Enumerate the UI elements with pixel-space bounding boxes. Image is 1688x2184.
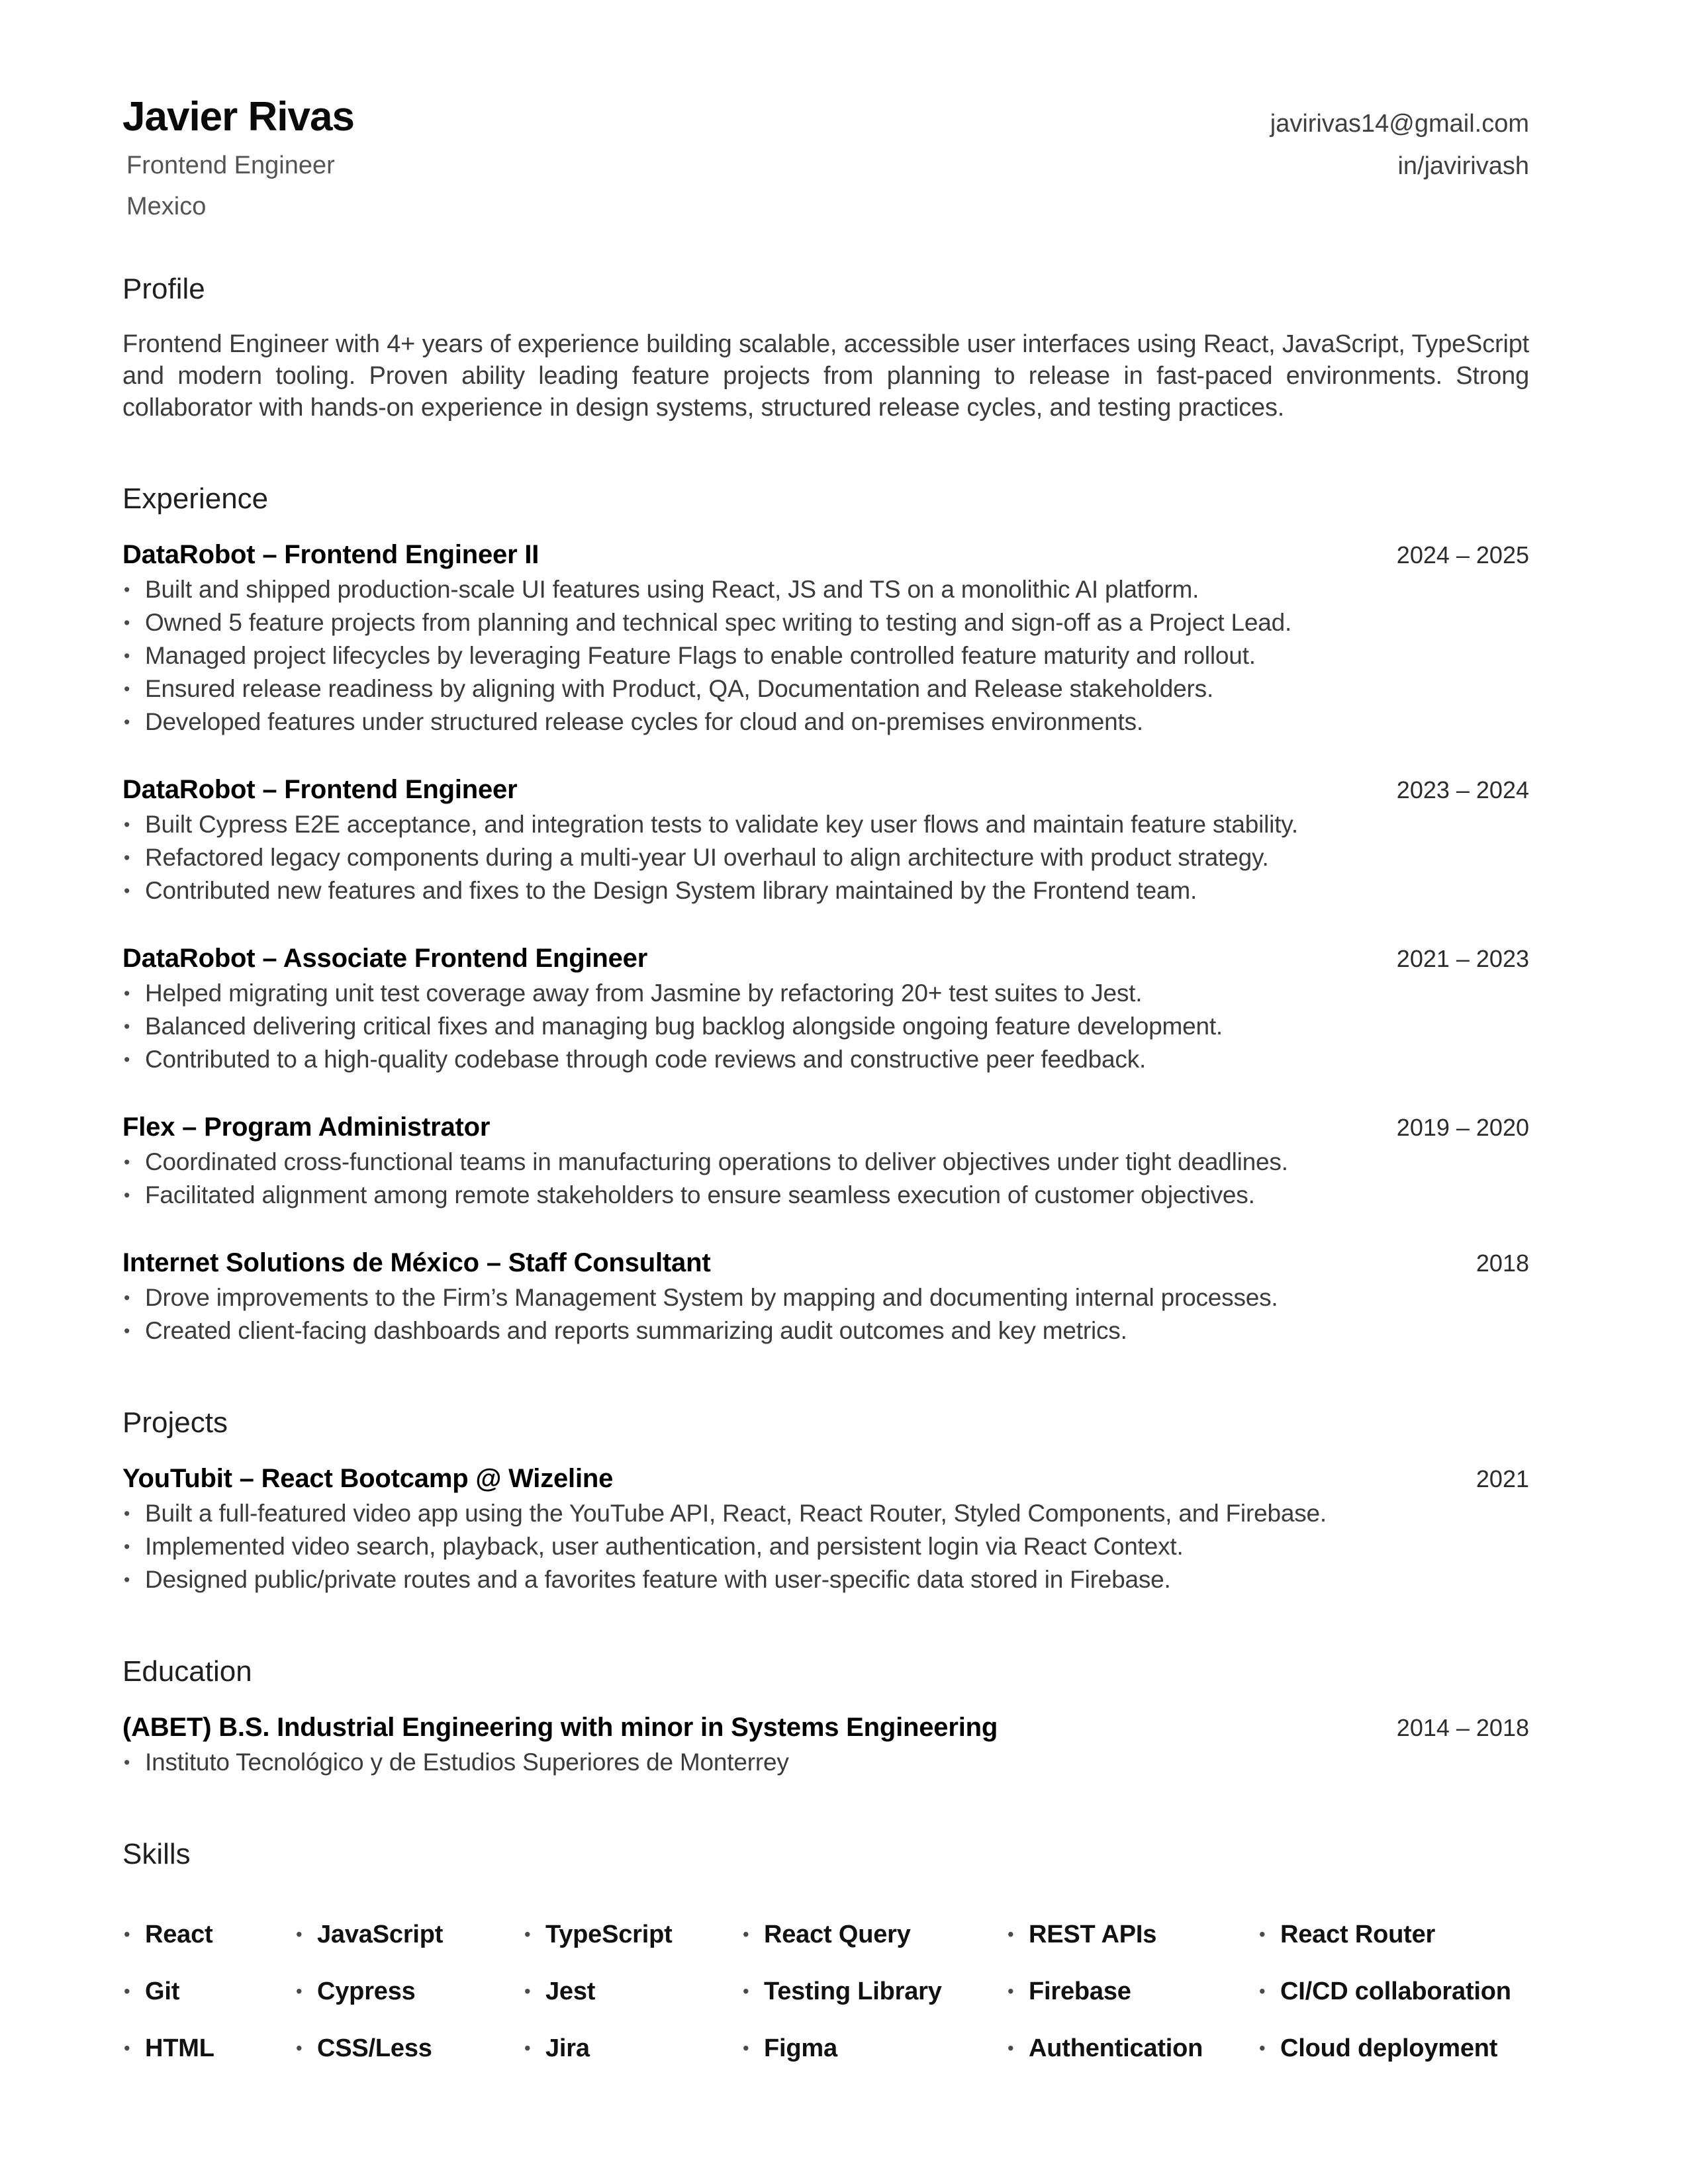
section-skills <box>122 1837 1529 2064</box>
person-name: Javier Rivas <box>122 94 354 140</box>
bullet-item: • Designed public/private routes and a favorites feature with user-specific data stored in Firebase. <box>122 1563 1529 1596</box>
bullet-icon: • <box>524 2038 531 2059</box>
skill-item <box>122 2033 295 2064</box>
experience-entry <box>122 538 1529 739</box>
project-entry <box>122 1462 1529 1596</box>
bullet-list <box>122 1746 1529 1779</box>
entry-title: DataRobot – Frontend Engineer <box>122 775 518 805</box>
experience-entry <box>122 773 1529 907</box>
bullet-item: • Contributed to a high-quality codebase through code reviews and constructive peer feedback. <box>122 1043 1529 1076</box>
projects-heading: Projects <box>122 1406 228 1439</box>
resume-header <box>122 94 1529 222</box>
bullet-item: • Contributed new features and fixes to the Design System library maintained by the Frontend team. <box>122 874 1529 907</box>
skill-item <box>741 1976 1006 2007</box>
person-job-title: Frontend Engineer <box>126 152 335 180</box>
skill-label: Git <box>145 1978 180 2006</box>
education-heading: Education <box>122 1655 252 1688</box>
skill-item <box>122 1976 295 2007</box>
bullet-icon: • <box>124 1981 130 2002</box>
entry-title: (ABET) B.S. Industrial Engineering with minor in Systems Engineering <box>122 1712 998 1742</box>
skill-item <box>1258 1976 1529 2007</box>
skill-label: Testing Library <box>764 1978 942 2006</box>
person-location: Mexico <box>126 192 207 220</box>
bullet-icon: • <box>524 1981 531 2002</box>
skill-label: Jira <box>545 2034 590 2063</box>
bullet-list <box>122 1281 1529 1347</box>
bullet-item: • Built a full-featured video app using the YouTube API, React, React Router, Styled Components, and Firebase. <box>122 1497 1529 1530</box>
skill-label: React <box>145 1921 213 1949</box>
skill-label: Cypress <box>317 1978 416 2006</box>
bullet-item: • Developed features under structured release cycles for cloud and on-premises environments. <box>122 705 1529 739</box>
skill-item <box>1006 1919 1258 1950</box>
skill-label: REST APIs <box>1029 1921 1157 1949</box>
skill-item <box>295 2033 523 2064</box>
bullet-list <box>122 573 1529 739</box>
header-contact <box>1270 94 1529 222</box>
entry-head <box>122 1246 1529 1280</box>
bullet-item: • Created client-facing dashboards and reports summarizing audit outcomes and key metrics. <box>122 1314 1529 1347</box>
skill-item <box>1006 1976 1258 2007</box>
bullet-icon: • <box>1259 1981 1266 2002</box>
entry-date: 2021 <box>1476 1465 1529 1492</box>
skill-item <box>741 1919 1006 1950</box>
experience-entry <box>122 1111 1529 1212</box>
bullet-item: • Ensured release readiness by aligning with Product, QA, Documentation and Release stakeholders. <box>122 672 1529 705</box>
bullet-item: • Instituto Tecnológico y de Estudios Superiores de Monterrey <box>122 1746 1529 1779</box>
bullet-item: • Coordinated cross-functional teams in manufacturing operations to deliver objectives under tight deadlines. <box>122 1146 1529 1179</box>
entry-title: DataRobot – Associate Frontend Engineer <box>122 944 648 974</box>
bullet-item: • Built Cypress E2E acceptance, and integration tests to validate key user flows and maintain feature stability. <box>122 808 1529 841</box>
skills-grid <box>122 1919 1529 2064</box>
section-profile <box>122 272 1529 424</box>
skill-item <box>122 1919 295 1950</box>
entry-date: 2024 – 2025 <box>1396 541 1529 569</box>
bullet-item: • Balanced delivering critical fixes and managing bug backlog alongside ongoing feature development. <box>122 1010 1529 1043</box>
bullet-icon: • <box>743 2038 749 2059</box>
bullet-item: • Owned 5 feature projects from planning and technical spec writing to testing and sign-off as a Project Lead. <box>122 606 1529 639</box>
bullet-item: • Helped migrating unit test coverage away from Jasmine by refactoring 20+ test suites to Jest. <box>122 977 1529 1010</box>
section-projects <box>122 1406 1529 1596</box>
education-entries <box>122 1711 1529 1779</box>
bullet-icon: • <box>296 1924 303 1945</box>
bullet-icon: • <box>743 1924 749 1945</box>
skill-label: TypeScript <box>545 1921 673 1949</box>
bullet-list <box>122 1146 1529 1212</box>
linkedin-link[interactable]: in/javirivash <box>1397 152 1529 180</box>
entry-date: 2023 – 2024 <box>1396 776 1529 804</box>
skill-label: React Query <box>764 1921 911 1949</box>
skill-item <box>523 1919 741 1950</box>
bullet-list <box>122 1497 1529 1596</box>
bullet-item: • Managed project lifecycles by leveraging Feature Flags to enable controlled feature maturity and rollout. <box>122 639 1529 672</box>
skill-label: HTML <box>145 2034 214 2063</box>
bullet-icon: • <box>1008 1924 1014 1945</box>
bullet-icon: • <box>296 1981 303 2002</box>
skill-label: Jest <box>545 1978 596 2006</box>
entry-title: YouTubit – React Bootcamp @ Wizeline <box>122 1463 614 1493</box>
skills-heading: Skills <box>122 1837 191 1870</box>
bullet-icon: • <box>1259 1924 1266 1945</box>
bullet-icon: • <box>1008 2038 1014 2059</box>
skill-item <box>295 1919 523 1950</box>
entry-head <box>122 1111 1529 1144</box>
entry-date: 2019 – 2020 <box>1396 1114 1529 1142</box>
experience-entry <box>122 1246 1529 1347</box>
entry-date: 2021 – 2023 <box>1396 945 1529 973</box>
skill-item <box>1258 1919 1529 1950</box>
bullet-icon: • <box>524 1924 531 1945</box>
skill-item <box>741 2033 1006 2064</box>
experience-entry <box>122 942 1529 1076</box>
entry-title: Flex – Program Administrator <box>122 1113 491 1142</box>
skill-label: Firebase <box>1029 1978 1131 2006</box>
skill-label: CI/CD collaboration <box>1280 1978 1511 2006</box>
skill-item <box>1006 2033 1258 2064</box>
experience-heading: Experience <box>122 482 269 516</box>
skill-label: Authentication <box>1029 2034 1203 2063</box>
entry-head <box>122 773 1529 807</box>
section-experience <box>122 482 1529 1347</box>
bullet-icon: • <box>296 2038 303 2059</box>
entry-date: 2014 – 2018 <box>1396 1713 1529 1741</box>
entry-head <box>122 538 1529 572</box>
bullet-icon: • <box>743 1981 749 2002</box>
bullet-list <box>122 808 1529 907</box>
entry-date: 2018 <box>1476 1250 1529 1277</box>
skill-label: Cloud deployment <box>1280 2034 1498 2063</box>
experience-entries <box>122 538 1529 1347</box>
bullet-item: • Implemented video search, playback, user authentication, and persistent login via React Context. <box>122 1530 1529 1563</box>
skill-item <box>523 2033 741 2064</box>
bullet-icon: • <box>124 2038 130 2059</box>
project-entries <box>122 1462 1529 1596</box>
email-link[interactable]: javirivas14@gmail.com <box>1270 110 1529 138</box>
bullet-icon: • <box>124 1924 130 1945</box>
skill-label: JavaScript <box>317 1921 444 1949</box>
section-education <box>122 1655 1529 1779</box>
bullet-item: • Facilitated alignment among remote stakeholders to ensure seamless execution of customer objectives. <box>122 1179 1529 1212</box>
skill-label: Figma <box>764 2034 837 2063</box>
skill-label: CSS/Less <box>317 2034 432 2063</box>
skill-label: React Router <box>1280 1921 1436 1949</box>
profile-summary: Frontend Engineer with 4+ years of experience building scalable, accessible user interfaces using React, JavaScript, TypeScript and modern tooling. Proven ability leading feature projects from planning to release in fast-paced environments. Strong collaborator with hands-on experience in design systems, structured release cycles, and testing practices. <box>122 330 1529 422</box>
profile-heading: Profile <box>122 273 205 306</box>
entry-title: Internet Solutions de México – Staff Consultant <box>122 1248 711 1278</box>
entry-head <box>122 1711 1529 1745</box>
bullet-item: • Drove improvements to the Firm’s Management System by mapping and documenting internal processes. <box>122 1281 1529 1314</box>
bullet-icon: • <box>1008 1981 1014 2002</box>
education-entry <box>122 1711 1529 1779</box>
skill-item <box>295 1976 523 2007</box>
entry-title: DataRobot – Frontend Engineer II <box>122 540 539 570</box>
entry-head <box>122 942 1529 976</box>
skill-item <box>1258 2033 1529 2064</box>
entry-head <box>122 1462 1529 1496</box>
skill-item <box>523 1976 741 2007</box>
header-identity <box>122 94 354 222</box>
bullet-icon: • <box>1259 2038 1266 2059</box>
bullet-list <box>122 977 1529 1076</box>
bullet-item: • Built and shipped production-scale UI features using React, JS and TS on a monolithic AI platform. <box>122 573 1529 606</box>
bullet-item: • Refactored legacy components during a multi-year UI overhaul to align architecture with product strategy. <box>122 841 1529 874</box>
